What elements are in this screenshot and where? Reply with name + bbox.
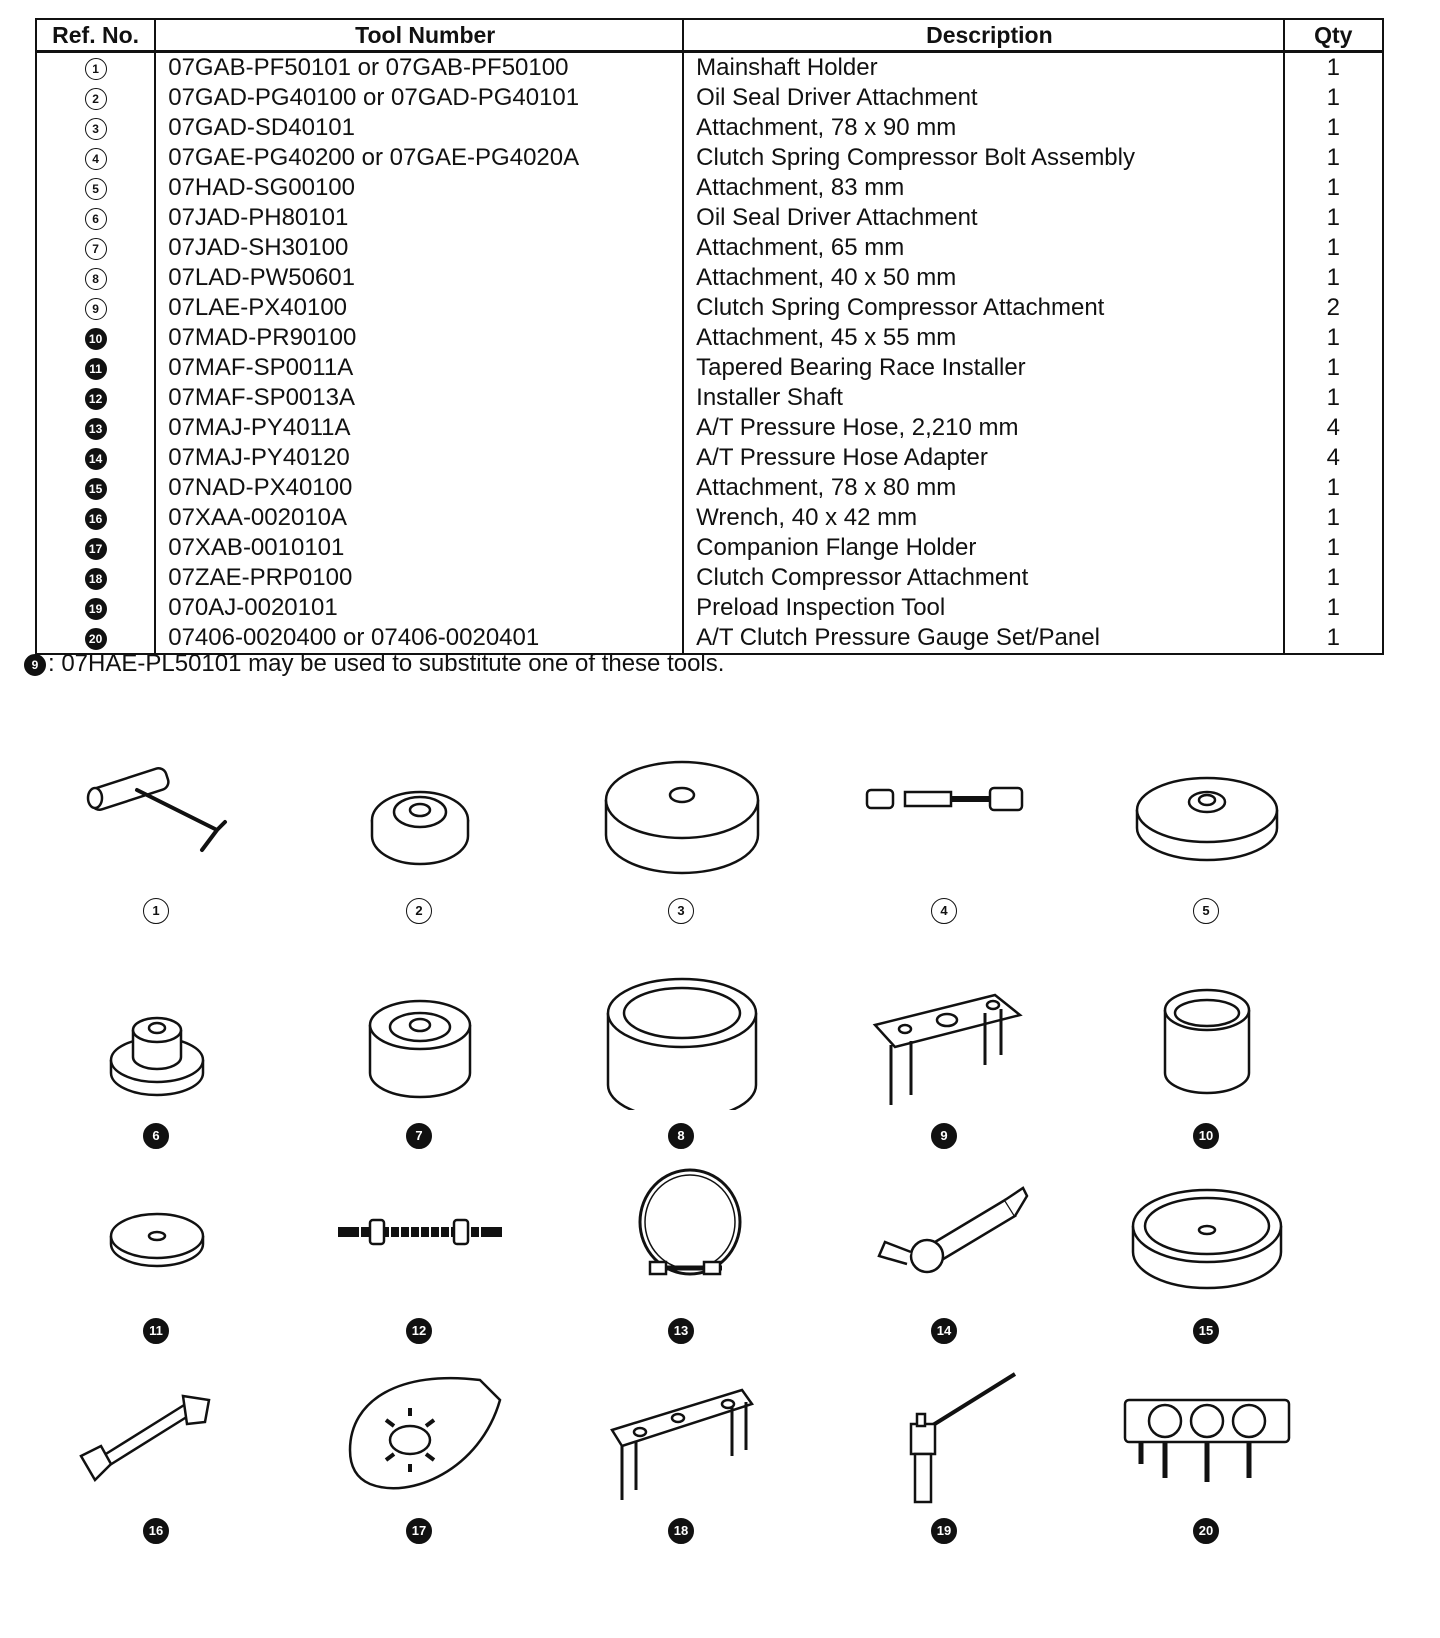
illustration-caption (143, 1518, 169, 1544)
qty-cell: 1 (1284, 52, 1383, 84)
illustration-ref-badge: 6 (143, 1123, 169, 1149)
illustration-caption (931, 898, 957, 924)
ref-badge: 10 (85, 328, 107, 350)
illustration-ref-badge: 18 (668, 1518, 694, 1544)
description-cell: Attachment, 78 x 80 mm (683, 473, 1283, 503)
table-row (36, 563, 1383, 593)
illustration-caption (406, 1318, 432, 1344)
description-cell: Tapered Bearing Race Installer (683, 353, 1283, 383)
tool-number-cell: 07HAD-SG00100 (155, 173, 683, 203)
description-cell: A/T Clutch Pressure Gauge Set/Panel (683, 623, 1283, 654)
clutch-compressor-icon (592, 1360, 772, 1505)
tool-number-cell: 070AJ-0020101 (155, 593, 683, 623)
table-row (36, 143, 1383, 173)
ref-cell (36, 143, 155, 173)
tool-number-cell: 07NAD-PX40100 (155, 473, 683, 503)
description-cell: Clutch Spring Compressor Bolt Assembly (683, 143, 1283, 173)
ref-cell (36, 593, 155, 623)
table-row (36, 173, 1383, 203)
table-row (36, 293, 1383, 323)
tool-number-cell: 07MAF-SP0011A (155, 353, 683, 383)
ref-badge: 11 (85, 358, 107, 380)
ref-badge: 12 (85, 388, 107, 410)
illustration-ref-badge: 5 (1193, 898, 1219, 924)
ref-cell (36, 563, 155, 593)
ref-badge: 9 (85, 298, 107, 320)
illustration-ref-badge: 7 (406, 1123, 432, 1149)
attachment-cylinder-icon (592, 965, 772, 1110)
tool-number-cell: 07JAD-SH30100 (155, 233, 683, 263)
illustration-ref-badge: 2 (406, 898, 432, 924)
illustration-ref-badge: 20 (1193, 1518, 1219, 1544)
illustration-caption (931, 1123, 957, 1149)
qty-cell: 2 (1284, 293, 1383, 323)
tool-illustration (305, 1160, 535, 1360)
header-description: Description (683, 19, 1283, 52)
description-cell: Clutch Spring Compressor Attachment (683, 293, 1283, 323)
illustration-ref-badge: 13 (668, 1318, 694, 1344)
description-cell: Attachment, 83 mm (683, 173, 1283, 203)
ref-badge: 7 (85, 238, 107, 260)
illustration-ref-badge: 1 (143, 898, 169, 924)
ref-badge: 15 (85, 478, 107, 500)
ref-badge: 13 (85, 418, 107, 440)
description-cell: A/T Pressure Hose, 2,210 mm (683, 413, 1283, 443)
race-installer-icon (67, 1160, 247, 1305)
description-cell: Preload Inspection Tool (683, 593, 1283, 623)
ref-cell (36, 113, 155, 143)
ref-cell (36, 383, 155, 413)
installer-shaft-icon (330, 1160, 510, 1305)
table-body (36, 52, 1383, 655)
wrench-icon (67, 1360, 247, 1505)
table-header-row (36, 19, 1383, 52)
tool-number-cell: 07406-0020400 or 07406-0020401 (155, 623, 683, 654)
tool-illustration (1092, 1160, 1322, 1360)
table-row (36, 113, 1383, 143)
special-tools-table (35, 18, 1384, 655)
tool-illustration (567, 965, 797, 1165)
illustration-ref-badge: 15 (1193, 1318, 1219, 1344)
table-row (36, 353, 1383, 383)
compressor-bridge-icon (855, 965, 1035, 1110)
tool-number-cell: 07GAD-SD40101 (155, 113, 683, 143)
ref-badge: 19 (85, 598, 107, 620)
tool-number-cell: 07GAD-PG40100 or 07GAD-PG40101 (155, 83, 683, 113)
table-row (36, 203, 1383, 233)
tool-illustration (42, 965, 272, 1165)
qty-cell: 1 (1284, 83, 1383, 113)
qty-cell: 1 (1284, 323, 1383, 353)
illustration-caption (668, 1518, 694, 1544)
tool-number-cell: 07MAD-PR90100 (155, 323, 683, 353)
ref-cell (36, 413, 155, 443)
illustration-caption (1193, 1318, 1219, 1344)
table-row (36, 593, 1383, 623)
attachment-disc-icon (1117, 740, 1297, 885)
ref-badge: 6 (85, 208, 107, 230)
illustration-caption (1193, 1123, 1219, 1149)
illustration-caption (406, 1123, 432, 1149)
description-cell: Companion Flange Holder (683, 533, 1283, 563)
illustration-ref-badge: 12 (406, 1318, 432, 1344)
illustration-caption (1193, 898, 1219, 924)
ref-cell (36, 173, 155, 203)
tool-illustration (830, 965, 1060, 1165)
ref-cell (36, 443, 155, 473)
qty-cell: 1 (1284, 263, 1383, 293)
attachment-disc-wide-icon (1117, 1160, 1297, 1305)
illustration-ref-badge: 10 (1193, 1123, 1219, 1149)
tool-illustration (830, 1360, 1060, 1560)
tool-illustration (567, 1360, 797, 1560)
table-row (36, 233, 1383, 263)
ref-cell (36, 293, 155, 323)
qty-cell: 4 (1284, 413, 1383, 443)
illustration-caption (143, 1123, 169, 1149)
illustration-caption (668, 1123, 694, 1149)
illustration-ref-badge: 9 (931, 1123, 957, 1149)
oil-seal-driver-slotted-icon (67, 965, 247, 1110)
qty-cell: 1 (1284, 353, 1383, 383)
qty-cell: 1 (1284, 533, 1383, 563)
tool-number-cell: 07XAB-0010101 (155, 533, 683, 563)
ref-cell (36, 83, 155, 113)
description-cell: A/T Pressure Hose Adapter (683, 443, 1283, 473)
tool-number-cell: 07XAA-002010A (155, 503, 683, 533)
description-cell: Installer Shaft (683, 383, 1283, 413)
attachment-ring-icon (1117, 965, 1297, 1110)
description-cell: Oil Seal Driver Attachment (683, 203, 1283, 233)
tool-number-cell: 07JAD-PH80101 (155, 203, 683, 233)
tool-illustration (567, 740, 797, 940)
ref-cell (36, 52, 155, 84)
illustration-ref-badge: 4 (931, 898, 957, 924)
ref-badge: 18 (85, 568, 107, 590)
ref-cell (36, 263, 155, 293)
tool-number-cell: 07ZAE-PRP0100 (155, 563, 683, 593)
ref-cell (36, 233, 155, 263)
tool-number-cell: 07LAE-PX40100 (155, 293, 683, 323)
ref-cell (36, 473, 155, 503)
illustration-caption (406, 898, 432, 924)
table-row (36, 383, 1383, 413)
qty-cell: 1 (1284, 623, 1383, 654)
description-cell: Attachment, 78 x 90 mm (683, 113, 1283, 143)
table-row (36, 413, 1383, 443)
table-row (36, 473, 1383, 503)
compressor-bolt-icon (855, 740, 1035, 885)
tool-illustration (42, 1360, 272, 1560)
tool-illustration (1092, 740, 1322, 940)
tool-illustrations (0, 740, 1440, 1630)
tool-illustration (567, 1160, 797, 1360)
description-cell: Attachment, 40 x 50 mm (683, 263, 1283, 293)
illustration-ref-badge: 3 (668, 898, 694, 924)
ref-cell (36, 533, 155, 563)
illustration-caption (931, 1518, 957, 1544)
qty-cell: 1 (1284, 143, 1383, 173)
illustration-ref-badge: 8 (668, 1123, 694, 1149)
ref-badge: 8 (85, 268, 107, 290)
oil-seal-driver-icon (330, 740, 510, 885)
ref-badge: 1 (85, 58, 107, 80)
tool-number-cell: 07LAD-PW50601 (155, 263, 683, 293)
table-row (36, 533, 1383, 563)
header-tool-number: Tool Number (155, 19, 683, 52)
tool-illustration (830, 740, 1060, 940)
illustration-ref-badge: 16 (143, 1518, 169, 1544)
hose-adapter-icon (855, 1160, 1035, 1305)
ref-badge: 14 (85, 448, 107, 470)
pressure-gauge-panel-icon (1117, 1360, 1297, 1505)
illustration-ref-badge: 19 (931, 1518, 957, 1544)
illustration-caption (406, 1518, 432, 1544)
table-row (36, 52, 1383, 84)
table-row (36, 83, 1383, 113)
tool-illustration (42, 1160, 272, 1360)
illustration-caption (668, 898, 694, 924)
qty-cell: 1 (1284, 233, 1383, 263)
ref-cell (36, 353, 155, 383)
description-cell: Clutch Compressor Attachment (683, 563, 1283, 593)
qty-cell: 1 (1284, 593, 1383, 623)
description-cell: Attachment, 65 mm (683, 233, 1283, 263)
table-row (36, 323, 1383, 353)
ref-cell (36, 503, 155, 533)
qty-cell: 1 (1284, 383, 1383, 413)
tool-number-cell: 07MAJ-PY4011A (155, 413, 683, 443)
attachment-disc-large-icon (592, 740, 772, 885)
ref-badge: 3 (85, 118, 107, 140)
pressure-hose-icon (592, 1160, 772, 1305)
tool-illustration (1092, 965, 1322, 1165)
illustration-caption (931, 1318, 957, 1344)
illustration-caption (143, 898, 169, 924)
flange-holder-icon (330, 1360, 510, 1505)
note-ref-badge: 9 (24, 654, 46, 676)
ref-badge: 20 (85, 628, 107, 650)
illustration-ref-badge: 11 (143, 1318, 169, 1344)
ref-badge: 2 (85, 88, 107, 110)
description-cell: Wrench, 40 x 42 mm (683, 503, 1283, 533)
ref-cell (36, 203, 155, 233)
note-text: : 07HAE-PL50101 may be used to substitute one of these tools. (48, 650, 725, 677)
illustration-caption (1193, 1518, 1219, 1544)
ref-badge: 5 (85, 178, 107, 200)
tool-number-cell: 07MAJ-PY40120 (155, 443, 683, 473)
illustration-ref-badge: 17 (406, 1518, 432, 1544)
tool-illustration (42, 740, 272, 940)
illustration-ref-badge: 14 (931, 1318, 957, 1344)
qty-cell: 1 (1284, 203, 1383, 233)
tool-number-cell: 07MAF-SP0013A (155, 383, 683, 413)
table-row (36, 503, 1383, 533)
tool-illustration (305, 1360, 535, 1560)
tool-illustration (305, 740, 535, 940)
ref-badge: 16 (85, 508, 107, 530)
tool-illustration (1092, 1360, 1322, 1560)
qty-cell: 1 (1284, 173, 1383, 203)
qty-cell: 1 (1284, 113, 1383, 143)
attachment-cup-icon (330, 965, 510, 1110)
illustration-caption (668, 1318, 694, 1344)
qty-cell: 1 (1284, 473, 1383, 503)
tool-illustration (830, 1160, 1060, 1360)
description-cell: Mainshaft Holder (683, 52, 1283, 84)
tool-illustration (305, 965, 535, 1165)
header-qty: Qty (1284, 19, 1383, 52)
ref-badge: 4 (85, 148, 107, 170)
description-cell: Oil Seal Driver Attachment (683, 83, 1283, 113)
tool-number-cell: 07GAE-PG40200 or 07GAE-PG4020A (155, 143, 683, 173)
table-row (36, 263, 1383, 293)
substitution-note (24, 650, 724, 678)
qty-cell: 4 (1284, 443, 1383, 473)
illustration-caption (143, 1318, 169, 1344)
ref-cell (36, 323, 155, 353)
ref-badge: 17 (85, 538, 107, 560)
tool-number-cell: 07GAB-PF50101 or 07GAB-PF50100 (155, 52, 683, 84)
preload-tool-icon (855, 1360, 1035, 1505)
qty-cell: 1 (1284, 503, 1383, 533)
table-row (36, 443, 1383, 473)
header-ref-no: Ref. No. (36, 19, 155, 52)
description-cell: Attachment, 45 x 55 mm (683, 323, 1283, 353)
mainshaft-holder-icon (67, 740, 247, 885)
qty-cell: 1 (1284, 563, 1383, 593)
